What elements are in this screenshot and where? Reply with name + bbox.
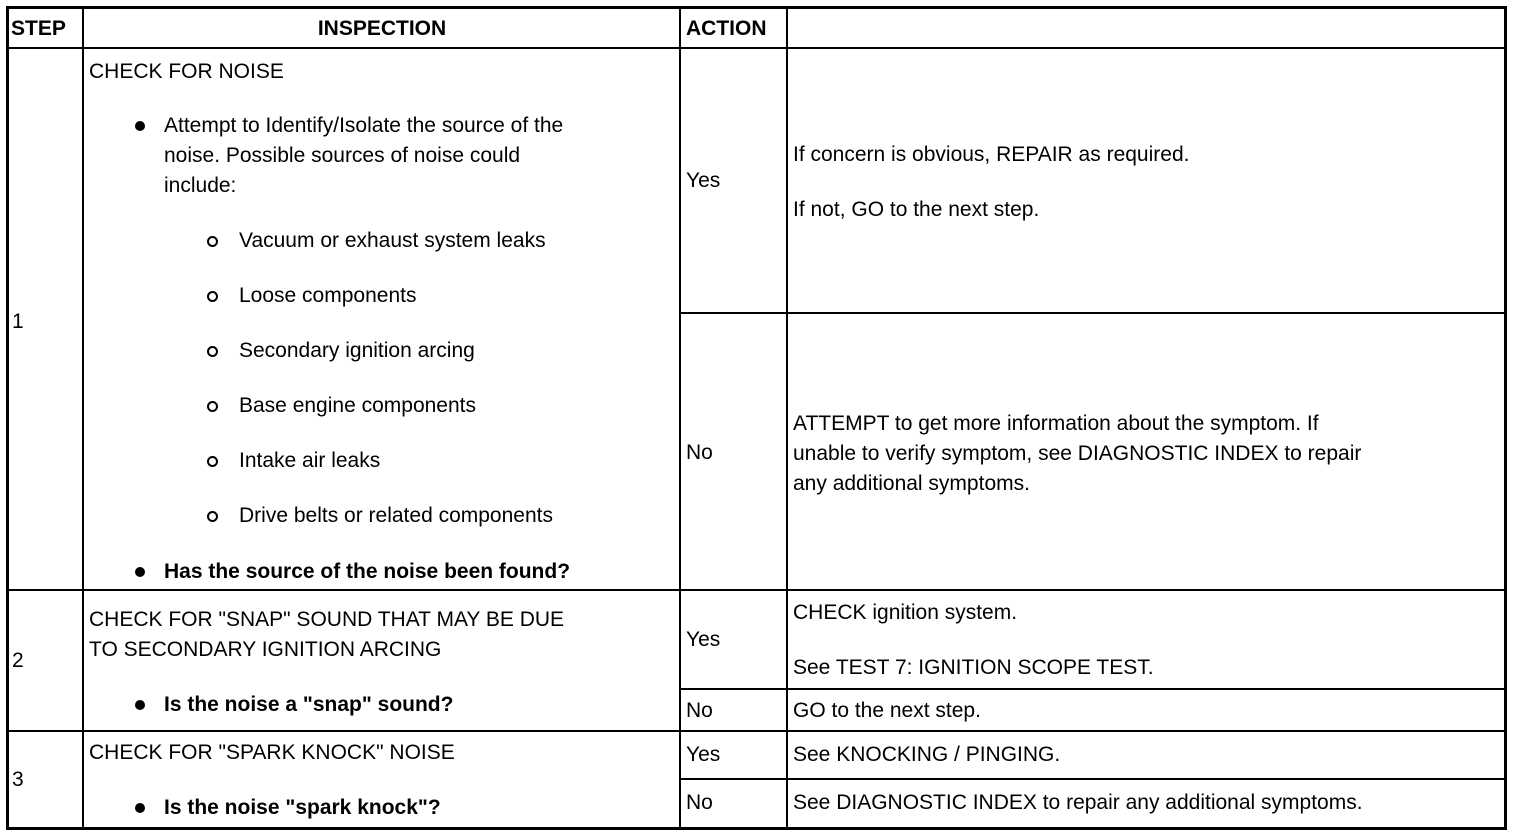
sub-item: Loose components [239, 284, 417, 307]
action-text: See TEST 7: IGNITION SCOPE TEST. [793, 656, 1154, 679]
table-border [7, 6, 1507, 9]
circle-bullet-icon [207, 236, 218, 247]
step-number: 3 [12, 768, 24, 791]
answer-yes: Yes [686, 169, 721, 192]
circle-bullet-icon [207, 291, 218, 302]
column-divider [679, 6, 681, 830]
header-step: STEP [11, 17, 66, 40]
row-divider [680, 688, 1506, 690]
sub-item: Vacuum or exhaust system leaks [239, 229, 546, 252]
table-border [6, 6, 9, 830]
answer-no: No [686, 791, 713, 814]
step-number: 1 [12, 310, 24, 333]
sub-item: Intake air leaks [239, 449, 381, 472]
bullet-text: Attempt to Identify/Isolate the source of the [164, 114, 564, 137]
answer-no: No [686, 699, 713, 722]
step-title: CHECK FOR "SNAP" SOUND THAT MAY BE DUE [89, 608, 565, 631]
answer-yes: Yes [686, 743, 721, 766]
question: Is the noise "spark knock"? [164, 796, 441, 819]
bullet-text: include: [164, 174, 237, 197]
row-divider [7, 730, 1507, 732]
answer-yes: Yes [686, 628, 721, 651]
row-divider [680, 312, 1506, 314]
circle-bullet-icon [207, 511, 218, 522]
step-title: TO SECONDARY IGNITION ARCING [89, 638, 442, 661]
circle-bullet-icon [207, 401, 218, 412]
bullet-text: noise. Possible sources of noise could [164, 144, 521, 167]
column-divider [82, 6, 84, 830]
action-text: any additional symptoms. [793, 472, 1030, 495]
action-text: See KNOCKING / PINGING. [793, 743, 1061, 766]
question: Has the source of the noise been found? [164, 560, 571, 583]
row-divider [680, 778, 1506, 780]
action-text: CHECK ignition system. [793, 601, 1018, 624]
sub-item: Secondary ignition arcing [239, 339, 475, 362]
sub-item: Base engine components [239, 394, 476, 417]
circle-bullet-icon [207, 456, 218, 467]
bullet-icon [135, 121, 145, 131]
action-text: See DIAGNOSTIC INDEX to repair any additional symptoms. [793, 791, 1363, 814]
table-border [1504, 6, 1507, 830]
bullet-icon [135, 567, 145, 577]
action-text: ATTEMPT to get more information about the symptom. If [793, 412, 1319, 435]
sub-item: Drive belts or related components [239, 504, 553, 527]
header-inspection: INSPECTION [317, 17, 447, 40]
column-divider [786, 6, 788, 830]
action-text: If not, GO to the next step. [793, 198, 1040, 221]
step-title: CHECK FOR NOISE [89, 60, 284, 83]
action-text: unable to verify symptom, see DIAGNOSTIC INDEX to repair [793, 442, 1362, 465]
action-text: GO to the next step. [793, 699, 981, 722]
step-title: CHECK FOR "SPARK KNOCK" NOISE [89, 741, 455, 764]
step-number: 2 [12, 649, 24, 672]
table-border [7, 827, 1507, 830]
header-action: ACTION [686, 17, 767, 40]
bullet-icon [135, 700, 145, 710]
question: Is the noise a "snap" sound? [164, 693, 454, 716]
action-text: If concern is obvious, REPAIR as required. [793, 143, 1190, 166]
bullet-icon [135, 803, 145, 813]
circle-bullet-icon [207, 346, 218, 357]
row-divider [7, 589, 1507, 591]
row-divider [7, 47, 1507, 49]
answer-no: No [686, 441, 713, 464]
